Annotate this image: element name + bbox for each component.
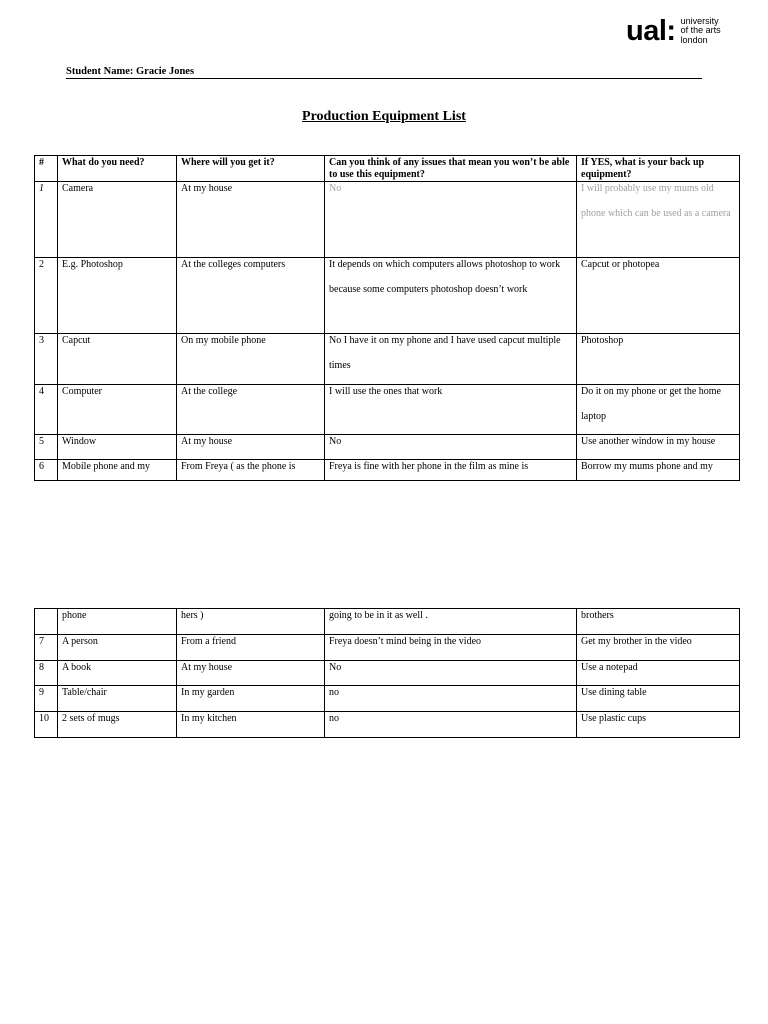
logo-mark: ual: (626, 15, 676, 47)
cell-where (177, 182, 325, 258)
cell-backup (577, 385, 740, 435)
cell-number-text: 10 (39, 713, 49, 724)
cell-issues (325, 661, 577, 686)
cell-backup (577, 334, 740, 385)
header-backup: If YES, what is your back up equipment? (577, 156, 740, 182)
cell-number-text: 1 (39, 183, 44, 194)
cell-backup-text: Do it on my phone or get the home laptop (581, 386, 721, 422)
cell-where-text: hers ) (181, 610, 204, 621)
cell-where (177, 661, 325, 686)
cell-backup-text: Capcut or photopea (581, 259, 660, 270)
cell-number-text: 6 (39, 461, 44, 472)
table-row (35, 635, 740, 661)
cell-where (177, 435, 325, 460)
cell-where (177, 258, 325, 334)
cell-where-text: At the colleges computers (181, 259, 286, 270)
cell-where (177, 334, 325, 385)
cell-backup-text: brothers (581, 610, 614, 621)
equipment-table-page-1 (34, 155, 740, 481)
cell-where (177, 712, 325, 738)
cell-backup (577, 435, 740, 460)
cell-issues-text: Freya is fine with her phone in the film as mine is (329, 461, 529, 472)
cell-backup (577, 712, 740, 738)
student-name: Gracie Jones (136, 66, 195, 77)
cell-need-text: Table/chair (62, 687, 107, 698)
cell-backup-text: I will probably use my mums old phone which can be used as a camera (581, 183, 731, 219)
cell-where-text: In my kitchen (181, 713, 237, 724)
cell-issues-text: No (329, 436, 342, 447)
cell-number-text: 7 (39, 636, 44, 647)
student-name-line (66, 66, 702, 79)
table-row (35, 661, 740, 686)
logo-line-1: university (680, 15, 719, 26)
header-where: Where will you get it? (177, 156, 325, 182)
logo-line-3: london (680, 34, 708, 45)
table-row (35, 435, 740, 460)
cell-need (58, 609, 177, 635)
cell-need (58, 635, 177, 661)
cell-number (35, 334, 58, 385)
cell-number (35, 182, 58, 258)
cell-issues (325, 609, 577, 635)
cell-need (58, 712, 177, 738)
cell-backup (577, 609, 740, 635)
cell-where-text: From a friend (181, 636, 236, 647)
cell-where-text: At my house (181, 436, 233, 447)
cell-issues (325, 712, 577, 738)
cell-backup-text: Use dining table (581, 687, 647, 698)
cell-need-text: Computer (62, 386, 102, 397)
cell-issues-text: going to be in it as well . (329, 610, 428, 621)
cell-number (35, 635, 58, 661)
cell-issues-text: Freya doesn’t mind being in the video (329, 636, 482, 647)
cell-need (58, 686, 177, 712)
cell-number-text: 3 (39, 335, 44, 346)
cell-issues (325, 686, 577, 712)
cell-need (58, 460, 177, 481)
cell-issues (325, 635, 577, 661)
cell-number-text: 8 (39, 662, 44, 673)
cell-number (35, 385, 58, 435)
table-row (35, 385, 740, 435)
cell-backup-text: Borrow my mums phone and my (581, 461, 713, 472)
table-row (35, 460, 740, 481)
cell-number-text: 5 (39, 436, 44, 447)
ual-logo (626, 16, 721, 46)
cell-where-text: In my garden (181, 687, 235, 698)
cell-issues (325, 385, 577, 435)
cell-where (177, 609, 325, 635)
cell-where (177, 460, 325, 481)
cell-number-text: 2 (39, 259, 44, 270)
cell-where (177, 635, 325, 661)
equipment-table-page-2 (34, 608, 740, 738)
header-number: # (35, 156, 58, 182)
table-row (35, 258, 740, 334)
cell-backup-text: Photoshop (581, 335, 624, 346)
cell-need-text: phone (62, 610, 87, 621)
table-row (35, 609, 740, 635)
cell-issues-text: It depends on which computers allows photoshop to work because some computers photoshop doesn’t work (329, 259, 561, 295)
cell-where-text: On my mobile phone (181, 335, 266, 346)
cell-backup-text: Use plastic cups (581, 713, 646, 724)
cell-need-text: A person (62, 636, 98, 647)
header-issues: Can you think of any issues that mean you won’t be able to use this equipment? (325, 156, 577, 182)
cell-where (177, 686, 325, 712)
cell-number (35, 435, 58, 460)
cell-backup (577, 182, 740, 258)
table-row (35, 182, 740, 258)
cell-need (58, 334, 177, 385)
cell-issues-text: No I have it on my phone and I have used capcut multiple times (329, 335, 561, 371)
header-row (35, 156, 740, 182)
cell-need (58, 661, 177, 686)
cell-need (58, 258, 177, 334)
cell-issues-text: I will use the ones that work (329, 386, 443, 397)
cell-number (35, 686, 58, 712)
cell-issues (325, 460, 577, 481)
cell-where-text: At my house (181, 183, 233, 194)
cell-issues (325, 258, 577, 334)
cell-number (35, 460, 58, 481)
cell-issues-text: No (329, 183, 342, 194)
cell-need-text: 2 sets of mugs (62, 713, 120, 724)
header-need: What do you need? (58, 156, 177, 182)
cell-where-text: At the college (181, 386, 238, 397)
cell-need-text: Mobile phone and my (62, 461, 151, 472)
cell-issues-text: No (329, 662, 342, 673)
cell-backup (577, 635, 740, 661)
cell-backup (577, 460, 740, 481)
logo-text (681, 17, 721, 46)
cell-number (35, 609, 58, 635)
cell-need-text: Capcut (62, 335, 91, 346)
cell-backup (577, 258, 740, 334)
cell-need (58, 182, 177, 258)
cell-need (58, 435, 177, 460)
cell-need-text: Camera (62, 183, 94, 194)
cell-where-text: From Freya ( as the phone is (181, 461, 296, 472)
cell-need-text: E.g. Photoshop (62, 259, 123, 270)
cell-need (58, 385, 177, 435)
cell-need-text: Window (62, 436, 97, 447)
cell-issues (325, 334, 577, 385)
student-label: Student Name: (66, 66, 134, 77)
cell-number (35, 712, 58, 738)
cell-issues (325, 435, 577, 460)
cell-need-text: A book (62, 662, 92, 673)
cell-backup-text: Use a notepad (581, 662, 638, 673)
page-title: Production Equipment List (302, 109, 466, 124)
table-row (35, 686, 740, 712)
cell-backup-text: Get my brother in the video (581, 636, 692, 647)
cell-issues-text: no (329, 713, 339, 724)
cell-where-text: At my house (181, 662, 233, 673)
cell-number-text: 4 (39, 386, 44, 397)
cell-number (35, 661, 58, 686)
cell-issues (325, 182, 577, 258)
table-row (35, 334, 740, 385)
cell-backup-text: Use another window in my house (581, 436, 716, 447)
cell-backup (577, 686, 740, 712)
logo-line-2: of the arts (680, 25, 721, 36)
cell-where (177, 385, 325, 435)
cell-backup (577, 661, 740, 686)
cell-number (35, 258, 58, 334)
cell-issues-text: no (329, 687, 339, 698)
table-row (35, 712, 740, 738)
cell-number-text: 9 (39, 687, 44, 698)
